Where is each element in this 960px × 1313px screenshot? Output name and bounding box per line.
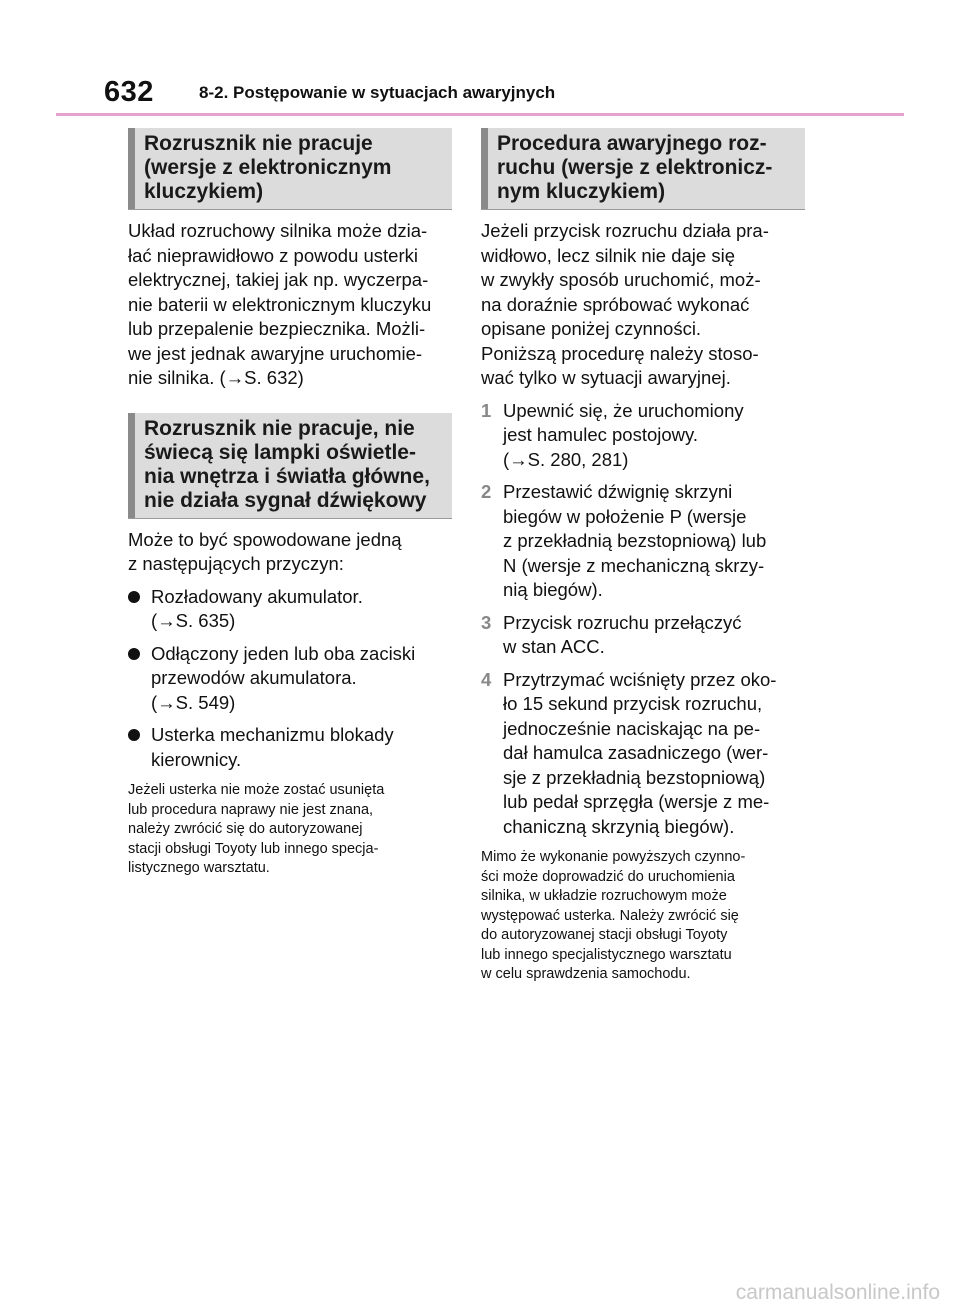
body-line: z następujących przyczyn:: [128, 553, 344, 574]
note-paragraph: [128, 781, 452, 879]
body-line: na doraźnie spróbować wykonać: [481, 293, 750, 315]
heading-line: ruchu (wersje z elektronicz-: [497, 156, 773, 179]
section-body-starter: [128, 219, 452, 391]
step-line: z przekładnią bezstopniową) lub: [503, 530, 767, 551]
bullet-icon: [128, 729, 140, 741]
heading-line: świecą się lampki oświetle-: [144, 440, 416, 464]
left-column: [128, 128, 452, 879]
step-line: jednocześnie naciskając na pe-: [503, 717, 761, 739]
step-line: chaniczną skrzynią biegów).: [503, 815, 735, 837]
bullet-icon: [128, 648, 140, 660]
note-line: stacji obsługi Toyoty lub innego specja-: [128, 840, 379, 857]
bullet-line: Odłączony jeden lub oba zaciski: [151, 642, 416, 664]
note-line: listycznego warsztatu.: [128, 860, 270, 876]
step-number: 3: [481, 611, 492, 633]
note-line: silnika, w układzie rozruchowym może: [481, 888, 727, 904]
bullet-line: (→S. 635): [151, 610, 236, 631]
body-line: w zwykły sposób uruchomić, moż-: [481, 269, 761, 290]
step-line: ło 15 sekund przycisk rozruchu,: [503, 693, 763, 714]
note-line: Mimo że wykonanie powyższych czynno-: [481, 849, 746, 865]
body-line: Układ rozruchowy silnika może dzia-: [128, 220, 428, 241]
body-line: łać nieprawidłowo z powodu usterki: [128, 244, 418, 266]
body-line: widłowo, lecz silnik nie daje się: [481, 244, 735, 266]
heading-line: nia wnętrza i światła główne,: [144, 464, 430, 488]
note-paragraph: [481, 848, 805, 985]
body-line: we jest jednak awaryjne uruchomie-: [128, 342, 423, 364]
heading-line: (wersje z elektronicznym: [144, 156, 392, 179]
note-line: należy zwrócić się do autoryzowanej: [128, 821, 363, 837]
note-line: lub procedura naprawy nie jest znana,: [128, 801, 374, 818]
step-line: dał hamulca zasadniczego (wer-: [503, 742, 769, 763]
section-body-emergency: [481, 219, 805, 391]
section-intro-causes: [128, 528, 452, 577]
step-line: nią biegów).: [503, 579, 603, 600]
body-line: nie silnika. (→S. 632): [128, 367, 304, 388]
step-item: [481, 611, 805, 660]
bullet-line: Rozładowany akumulator.: [151, 585, 363, 607]
body-line: elektrycznej, takiej jak np. wyczerpa-: [128, 269, 429, 290]
bullet-line: przewodów akumulatora.: [151, 667, 357, 688]
note-line: Jeżeli usterka nie może zostać usunięta: [128, 782, 385, 798]
step-item: [481, 480, 805, 603]
note-line: występować usterka. Należy zwrócić się: [481, 907, 739, 924]
section-header-title: 8-2. Postępowanie w sytuacjach awaryjnych: [199, 83, 556, 102]
header-rule: [56, 113, 904, 116]
body-line: lub przepalenie bezpiecznika. Możli-: [128, 318, 426, 339]
note-line: do autoryzowanej stacji obsługi Toyoty: [481, 927, 728, 943]
heading-line: nym kluczykiem): [497, 180, 666, 203]
body-line: nie baterii w elektronicznym kluczyku: [128, 293, 432, 315]
step-line: Przestawić dźwignię skrzyni: [503, 481, 733, 502]
step-line: sje z przekładnią bezstopniową): [503, 766, 766, 788]
heading-line: Procedura awaryjnego roz-: [497, 132, 767, 155]
step-item: [481, 668, 805, 840]
bullet-line: Usterka mechanizmu blokady: [151, 724, 394, 745]
heading-line: Rozrusznik nie pracuje: [144, 132, 373, 155]
body-line: Jeżeli przycisk rozruchu działa pra-: [481, 220, 769, 241]
note-line: ści może doprowadzić do uruchomienia: [481, 868, 735, 885]
list-item: [128, 642, 452, 716]
note-line: lub innego specjalistycznego warsztatu: [481, 946, 732, 963]
heading-line: nie działa sygnał dźwiękowy: [144, 488, 427, 512]
body-line: wać tylko w sytuacji awaryjnej.: [481, 367, 731, 388]
body-line: opisane poniżej czynności.: [481, 318, 702, 339]
step-item: [481, 399, 805, 473]
list-item: [128, 723, 452, 772]
step-line: (→S. 280, 281): [503, 448, 629, 470]
step-line: N (wersje z mechaniczną skrzy-: [503, 554, 765, 576]
heading-line: kluczykiem): [144, 180, 264, 203]
step-line: Upewnić się, że uruchomiony: [503, 399, 744, 421]
section-heading-emergency-start: [481, 128, 805, 210]
section-heading-starter-not-working: [128, 128, 452, 210]
bullet-icon: [128, 591, 140, 603]
watermark: carmanualsonline.info: [735, 1281, 940, 1304]
step-number: 1: [481, 399, 492, 421]
note-line: w celu sprawdzenia samochodu.: [481, 966, 691, 982]
step-number: 4: [481, 668, 492, 690]
body-line: Może to być spowodowane jedną: [128, 528, 402, 550]
body-line: Poniższą procedurę należy stoso-: [481, 342, 759, 364]
page-number: 632: [104, 76, 154, 108]
step-line: w stan ACC.: [503, 636, 605, 657]
bullet-line: (→S. 549): [151, 691, 236, 713]
step-line: biegów w położenie P (wersje: [503, 505, 747, 527]
heading-line: Rozrusznik nie pracuje, nie: [144, 416, 415, 440]
section-heading-no-lights: [128, 413, 452, 519]
step-line: Przytrzymać wciśnięty przez oko-: [503, 668, 777, 690]
right-column: [481, 128, 805, 985]
step-line: Przycisk rozruchu przełączyć: [503, 611, 742, 633]
bullet-line: kierownicy.: [151, 748, 242, 770]
step-line: jest hamulec postojowy.: [503, 424, 699, 445]
step-line: lub pedał sprzęgła (wersje z me-: [503, 791, 770, 812]
step-number: 2: [481, 481, 492, 502]
list-item: [128, 585, 452, 634]
